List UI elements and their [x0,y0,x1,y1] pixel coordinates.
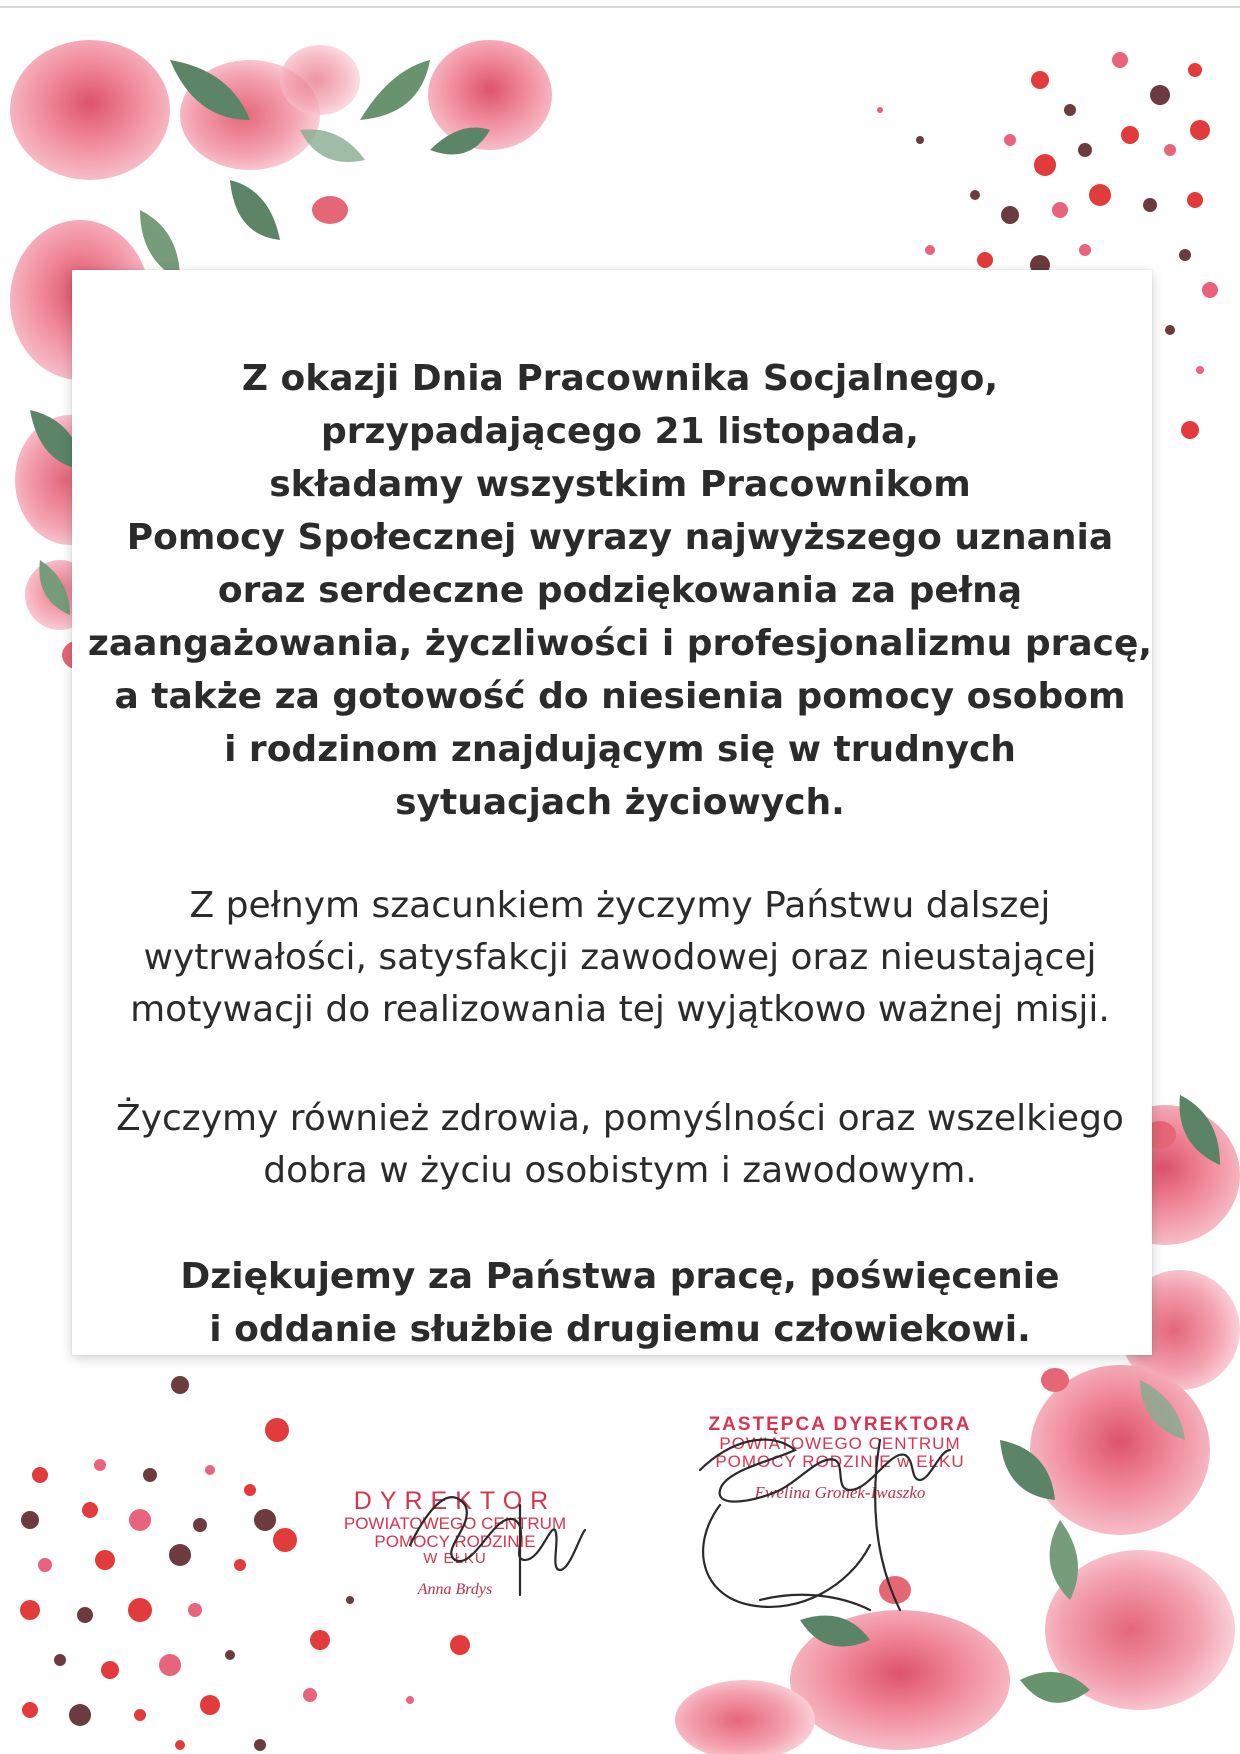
paragraph1-line: oraz serdeczne podziękowania za pełną [217,570,1023,611]
stamp-title: ZASTĘPCA DYREKTORA [708,1414,972,1435]
paragraph1-line: i rodzinom znajdującym się w trudnych [224,729,1016,770]
greeting-paragraph [80,352,1160,829]
director-stamp [320,1488,590,1599]
wishes-paragraph [80,880,1160,1036]
paragraph1-line: składamy wszystkim Pracownikom [269,464,971,505]
stamp-line: POWIATOWEGO CENTRUM [343,1514,567,1533]
stamp-line: W EŁKU [423,1550,487,1567]
paragraph2-line: wytrwałości, satysfakcji zawodowej oraz nieustającej [143,937,1097,978]
thanks-paragraph [80,1250,1160,1356]
stamp-line: POMOCY RODZINIE w EŁKU [715,1452,965,1471]
signatory-name: Anna Brdys [417,1581,493,1598]
paragraph2-line: motywacji do realizowania tej wyjątkowo ważnej misji. [130,989,1110,1030]
deputy-director-stamp [680,1414,1000,1503]
paragraph1-line: przypadającego 21 listopada, [321,411,919,452]
stamp-title: DYREKTOR [353,1487,557,1515]
stamp-line: POMOCY RODZINIE [374,1532,536,1551]
paragraph2-line: Z pełnym szacunkiem życzymy Państwu dalszej [189,885,1051,926]
paragraph3-line: Życzymy również zdrowia, pomyślności oraz wszelkiego [116,1098,1124,1139]
paragraph1-line: zaangażowania, życzliwości i profesjonalizmu pracę, [87,623,1153,664]
signatory-name: Ewelina Gronek-Iwaszko [754,1483,926,1502]
stamp-line: POWIATOWEGO CENTRUM [719,1434,961,1453]
paragraph1-line: Pomocy Społecznej wyrazy najwyższego uznania [126,517,1114,558]
paragraph3-line: dobra w życiu osobistym i zawodowym. [263,1150,977,1191]
paragraph1-line: sytuacjach życiowych. [395,782,845,823]
paragraph1-line: a także za gotowość do niesienia pomocy osobom [114,676,1126,717]
paragraph4-line: i oddanie służbie drugiemu człowiekowi. [209,1309,1031,1350]
health-wishes-paragraph [80,1093,1160,1197]
paragraph1-line: Z okazji Dnia Pracownika Socjalnego, [241,358,999,399]
paragraph4-line: Dziękujemy za Państwa pracę, poświęcenie [180,1256,1060,1297]
